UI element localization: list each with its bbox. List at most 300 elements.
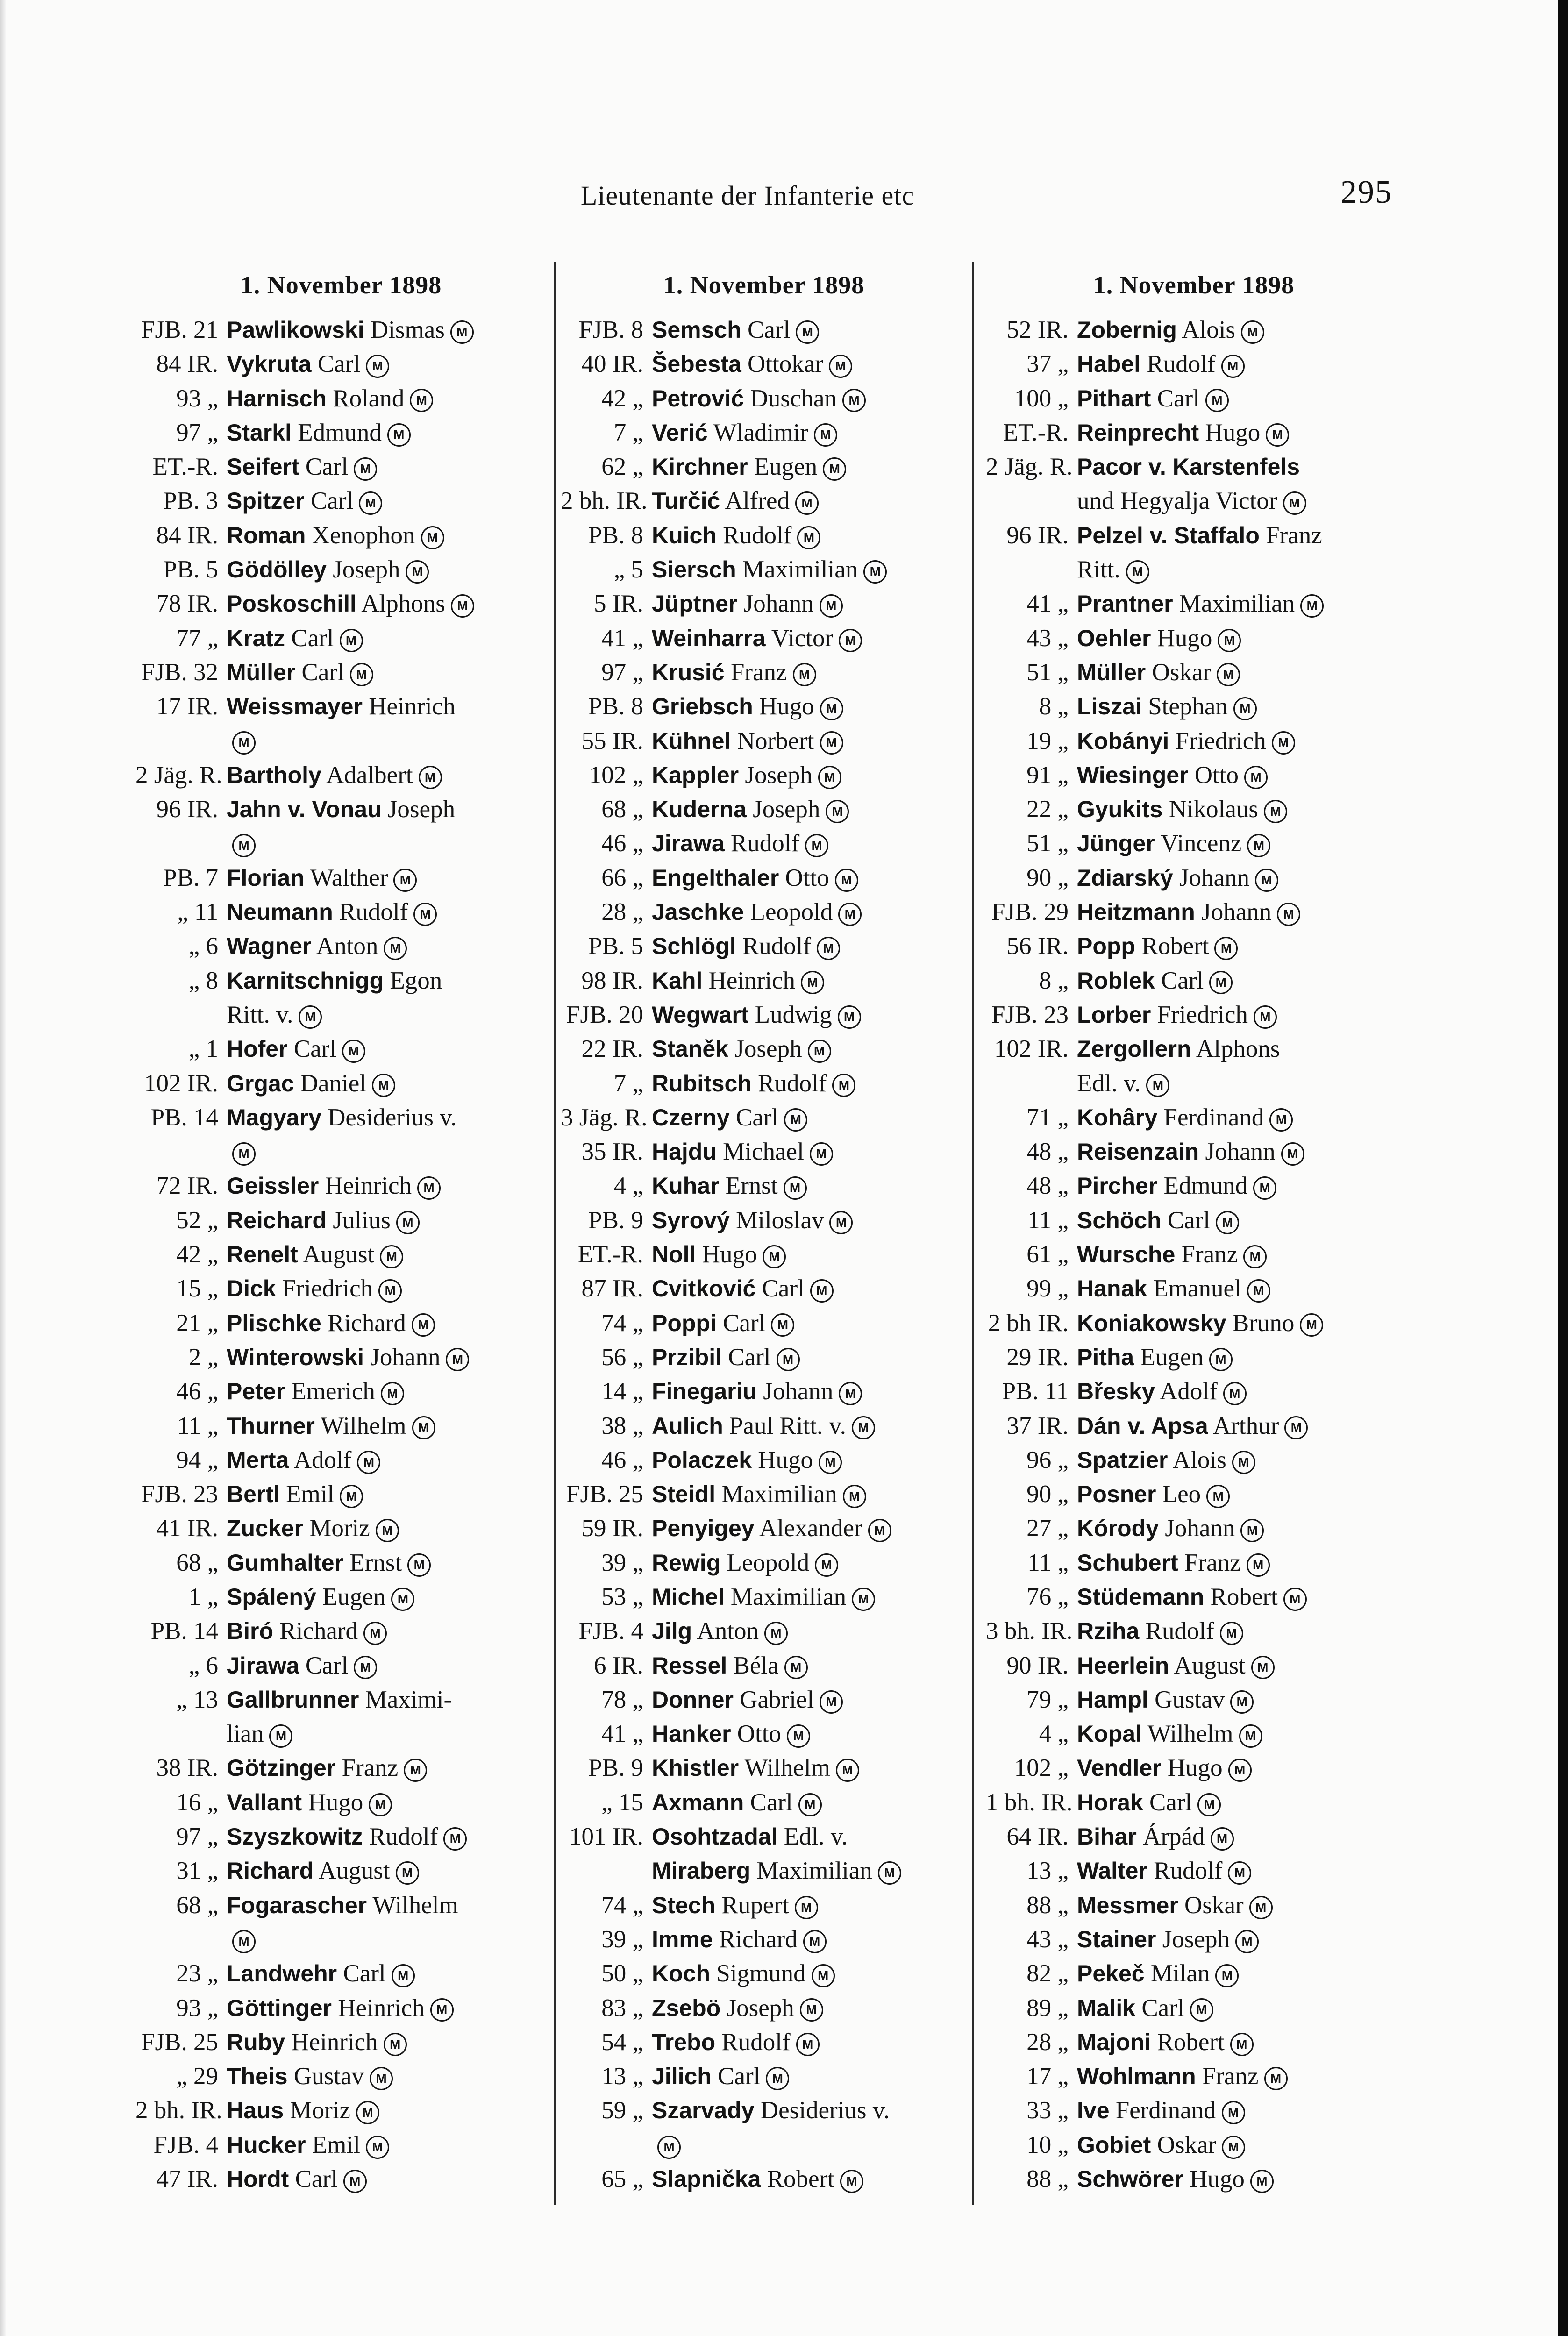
unit-designation: ET.-R. [1003,419,1069,446]
circled-m-icon: M [412,1416,435,1439]
surname: Wegwart [652,1001,749,1028]
list-item [561,724,967,758]
given-name: Carl [1161,967,1204,994]
given-name: Richard [279,1617,358,1645]
circled-m-icon: M [410,389,433,412]
surname: Jahn v. Vonau [227,796,382,823]
circled-m-icon: M [863,560,887,584]
surname: Aulich [652,1412,723,1439]
given-name: Adolf [293,1446,352,1474]
list-item [986,1204,1402,1238]
circled-m-icon: M [396,1861,419,1885]
circled-m-icon: M [1272,731,1295,755]
surname: Richard [227,1858,314,1884]
given-name: Rudolf [339,898,408,926]
circled-m-icon: M [1209,971,1233,994]
circled-m-icon: M [839,629,862,652]
list-item [135,484,547,518]
surname: Peter [227,1378,285,1405]
list-item [986,1614,1402,1648]
list-item [135,519,547,553]
officer-entry [1077,1923,1402,1957]
circled-m-icon: M [1218,629,1241,652]
surname: Pawlikowski [227,317,364,343]
given-name: Richard [719,1925,798,1953]
officer-entry [652,655,967,690]
officer-entry [227,655,547,690]
list-item [986,826,1402,861]
circled-m-icon: M [354,1656,377,1679]
given-name: Hugo [1190,2165,1245,2193]
list-item [135,964,547,998]
circled-m-icon: M [795,1896,818,1919]
given-name: Emerich [291,1378,375,1405]
given-name: Carl [728,1343,771,1371]
officer-entry [1077,1614,1402,1648]
officer-entry [227,758,547,792]
given-name: Carl [301,658,344,686]
list-item [561,1409,967,1443]
list-item [135,929,547,963]
list-item [561,861,967,895]
unit-designation: PB. 5 [588,933,643,960]
circled-m-icon: M [1206,1485,1230,1508]
circled-m-icon: M [784,1176,807,1200]
surname: Osohtzadal [652,1823,778,1850]
surname: Przibil [652,1344,722,1370]
officer-entry [652,2094,967,2128]
unit-designation: FJB. 29 [991,898,1069,926]
officer-entry [1077,1409,1402,1443]
list-item [135,655,547,690]
given-name: Miloslav [736,1206,824,1234]
circled-m-icon: M [836,1759,859,1782]
unit-designation: 74 „ [601,1891,643,1919]
circled-m-icon: M [356,2101,379,2124]
circled-m-icon: M [419,766,442,789]
unit-designation: 78 „ [601,1686,643,1713]
circled-m-icon: M [842,389,866,412]
unit-designation: 68 „ [176,1891,218,1919]
circled-m-icon: M [814,423,837,447]
unit-designation: 43 „ [1026,1925,1069,1953]
circled-m-icon: M [384,2033,407,2056]
officer-entry [227,964,547,998]
officer-entry [227,621,547,655]
list-item [561,450,967,484]
unit-designation: 61 „ [1026,1241,1069,1268]
list-item [135,1067,547,1101]
column-3 [986,266,1402,2229]
list-item [986,1683,1402,1717]
list-item [135,1169,547,1203]
officer-entry [227,587,547,621]
given-name: Maximilian [756,1857,872,1885]
officer-list [135,313,547,2196]
surname: Slapnička [652,2166,761,2193]
officer-entry [1077,1101,1402,1135]
circled-m-icon: M [378,1279,402,1303]
unit-designation: 8 „ [1039,693,1069,720]
given-name: Carl [295,2165,338,2193]
unit-designation: 14 „ [601,1378,643,1405]
officer-entry [1077,1204,1402,1238]
circled-m-icon: M [369,1793,392,1816]
surname: Siersch [652,556,736,583]
surname: Trebo [652,2029,716,2055]
list-item [561,2025,967,2059]
unit-designation: 48 „ [1026,1138,1069,1166]
circled-m-icon: M [852,1416,875,1439]
unit-designation: FJB. 25 [141,2028,218,2056]
list-item [135,1477,547,1511]
officer-entry [1077,1169,1402,1203]
list-item [561,998,967,1032]
officer-entry [227,1580,547,1614]
officer-entry [1077,1511,1402,1545]
surname: Gallbrunner [227,1686,359,1713]
surname: Poskoschill [227,591,356,617]
officer-entry [227,2128,547,2162]
surname: Heerlein [1077,1652,1169,1679]
list-item [986,2128,1402,2162]
given-name: August [303,1241,375,1268]
circled-m-icon: M [417,1176,441,1200]
list-item [135,587,547,621]
list-item [561,1991,967,2025]
circled-m-icon: M [299,1005,322,1029]
given-name: Duschan [750,385,837,412]
unit-designation: PB. 8 [588,521,643,549]
list-item [135,895,547,929]
given-name: Carl [735,1104,779,1131]
unit-designation: PB. 9 [588,1754,643,1782]
officer-entry [227,2162,547,2196]
given-name: Ferdinand [1115,2097,1216,2124]
unit-designation: 2 Jäg. R. [135,761,222,789]
unit-designation: 27 „ [1026,1515,1069,1542]
circled-m-icon: M [406,560,429,584]
unit-designation: 8 „ [1039,967,1069,994]
unit-designation: 41 IR. [156,1515,218,1542]
list-item [135,1032,547,1066]
given-name: Emil [312,2131,360,2158]
unit-designation: „ 11 [177,898,218,926]
unit-designation: „ 15 [601,1788,643,1816]
list-item [561,1238,967,1272]
officer-entry [652,1923,967,1957]
officer-entry [227,1957,547,1991]
list-item [561,313,967,347]
unit-designation: 96 „ [1026,1446,1069,1474]
list-item [135,1923,547,1957]
surname: Dán v. Apsa [1077,1412,1208,1439]
officer-list [986,313,1402,2196]
officer-entry [652,1511,967,1545]
circled-m-icon: M [810,1279,834,1303]
officer-entry [1077,998,1402,1032]
given-name: Leopold [750,898,833,926]
unit-designation: 96 IR. [156,796,218,823]
surname: Axmann [652,1789,744,1816]
list-item [561,484,967,518]
surname: Donner [652,1686,734,1713]
given-name: Moriz [309,1515,370,1542]
officer-entry [652,895,967,929]
circled-m-icon: M [818,766,841,789]
unit-designation: 6 IR. [594,1652,643,1679]
surname: Kuich [652,522,717,548]
unit-designation: PB. 8 [588,693,643,720]
circled-m-icon: M [392,1964,415,1987]
officer-entry [1077,1957,1402,1991]
given-name: Carl [310,487,354,515]
circled-m-icon: M [784,1656,808,1679]
circled-m-icon: M [232,1930,256,1953]
list-item [561,792,967,826]
list-item [135,2094,547,2128]
circled-m-icon: M [1232,1451,1255,1474]
surname: Griebsch [652,693,753,720]
unit-designation: 11 „ [1027,1549,1069,1576]
list-item [986,964,1402,998]
list-item [561,1204,967,1238]
officer-entry [1077,1820,1402,1854]
list-item [135,1511,547,1545]
officer-entry [652,450,967,484]
officer-entry [652,1546,967,1580]
surname: Szyszkowitz [227,1823,363,1850]
unit-designation: FJB. 23 [141,1481,218,1508]
surname: Finegariu [652,1378,757,1405]
surname: Pacor v. Karstenfels [1077,454,1300,480]
circled-m-icon: M [800,1998,823,2022]
given-name: Johann [743,590,814,618]
unit-designation: 96 IR. [1006,521,1069,549]
surname: Gödölley [227,556,327,583]
list-item [135,2025,547,2059]
unit-designation: FJB. 4 [153,2131,218,2158]
unit-designation: 46 „ [601,1446,643,1474]
given-name: Joseph [727,1994,794,2022]
surname: Syrový [652,1207,730,1233]
unit-designation: 93 „ [176,385,218,412]
officer-entry [227,1751,547,1785]
given-name: Edl. v. [784,1823,848,1851]
officer-entry [227,1340,547,1375]
given-name: Edmund [1163,1172,1248,1200]
given-name: Friedrich [1157,1001,1248,1028]
unit-designation: 50 „ [601,1960,643,1987]
list-item [986,1786,1402,1820]
officer-entry [1077,724,1402,758]
surname: Geissler [227,1173,319,1199]
officer-entry [652,1375,967,1409]
given-name: Maximilian [730,1583,847,1610]
list-item [561,1169,967,1203]
list-item [986,2059,1402,2094]
unit-designation: 37 IR. [1006,1412,1069,1439]
list-item [986,1649,1402,1683]
unit-designation: 22 „ [1026,796,1069,823]
officer-entry [652,2162,967,2196]
circled-m-icon: M [393,869,417,892]
list-item [561,895,967,929]
unit-designation: FJB. 23 [991,1001,1069,1028]
officer-entry [227,1477,547,1511]
unit-designation: 13 „ [601,2063,643,2090]
unit-designation: 82 „ [1026,1960,1069,1987]
circled-m-icon: M [1269,1108,1293,1132]
given-name: Heinrich [708,967,796,994]
unit-designation: 97 „ [601,658,643,686]
unit-designation: 94 „ [176,1446,218,1474]
circled-m-icon: M [832,1074,855,1097]
surname: Florian [227,864,305,891]
officer-entry [1077,758,1402,792]
surname: Dick [227,1275,276,1302]
surname: Renelt [227,1241,298,1268]
list-item [135,1820,547,1854]
circled-m-icon: M [340,629,363,652]
officer-entry [227,1923,547,1957]
given-name: Moriz [290,2097,351,2124]
given-name: Carl [750,1788,793,1816]
surname: Popp [1077,933,1135,960]
given-name: Emanuel [1153,1275,1241,1303]
unit-designation: 97 „ [176,1823,218,1851]
list-item [986,450,1402,484]
given-name: Carl [762,1275,805,1303]
given-name: Ritt. v. [227,1001,293,1028]
surname: Bertl [227,1481,280,1508]
surname: Starkl [227,419,292,446]
list-item [561,1923,967,1957]
circled-m-icon: M [766,2067,789,2090]
circled-m-icon: M [1253,1176,1276,1200]
officer-entry [227,1032,547,1066]
given-name: Rudolf [1145,1617,1214,1645]
given-name: Rudolf [1147,350,1216,378]
circled-m-icon: M [1264,2067,1288,2090]
unit-designation: PB. 11 [1002,1378,1069,1405]
officer-entry [1077,1032,1402,1066]
given-name: Franz [1266,521,1322,549]
given-name: Ernst [349,1549,402,1576]
given-name: Rudolf [721,2028,791,2056]
officer-entry [652,964,967,998]
officer-entry [1077,553,1402,587]
list-item [986,1238,1402,1272]
list-item [135,416,547,450]
officer-entry [227,792,547,826]
unit-designation: ET.-R. [152,453,218,481]
list-item [135,1786,547,1820]
circled-m-icon: M [1217,663,1240,686]
given-name: Richard [328,1309,406,1337]
circled-m-icon: M [796,2033,820,2056]
officer-entry [1077,1477,1402,1511]
unit-designation: 42 „ [601,385,643,412]
list-item [561,929,967,963]
officer-entry [652,519,967,553]
list-item [135,1854,547,1888]
circled-m-icon: M [1209,1348,1233,1371]
surname: Kirchner [652,454,748,480]
list-item [135,450,547,484]
unit-designation: „ 6 [188,933,218,960]
list-item [986,1580,1402,1614]
unit-designation: 2 Jäg. R. [986,453,1073,481]
surname: Horak [1077,1789,1143,1816]
given-name: Joseph [1162,1925,1230,1953]
surname: Rziha [1077,1618,1140,1645]
unit-designation: 33 „ [1026,2097,1069,2124]
surname: Müller [1077,659,1146,685]
surname: Hucker [227,2131,306,2158]
given-name: Wilhelm [1147,1720,1233,1748]
surname: Kuhar [652,1173,720,1199]
column-divider [972,262,974,2205]
unit-designation: 1 bh. IR. [986,1788,1073,1816]
circled-m-icon: M [1249,1896,1273,1919]
list-item [986,1957,1402,1991]
officer-entry [227,1649,547,1683]
given-name: Maximi- [365,1686,452,1713]
given-name: Oskar [1152,658,1212,686]
list-item [986,519,1402,553]
officer-entry [1077,861,1402,895]
list-item [986,2025,1402,2059]
circled-m-icon: M [1230,2033,1254,2056]
given-name: Friedrich [282,1275,373,1303]
circled-m-icon: M [269,1724,292,1748]
list-item [986,313,1402,347]
circled-m-icon: M [380,1245,403,1268]
unit-designation: 78 IR. [156,590,218,618]
list-item [135,724,547,758]
given-name: Anton [316,933,378,960]
surname: Roman [227,522,306,548]
officer-entry [652,2059,967,2094]
surname: Wursche [1077,1241,1176,1268]
circled-m-icon: M [372,1074,395,1097]
list-item [561,1443,967,1477]
circled-m-icon: M [1233,697,1257,720]
officer-entry [227,1991,547,2025]
list-item [986,1751,1402,1785]
circled-m-icon: M [340,1485,363,1508]
unit-designation: 15 „ [176,1275,218,1303]
circled-m-icon: M [357,1451,380,1474]
officer-entry [652,587,967,621]
given-name: Joseph [333,556,400,584]
unit-designation: 90 „ [1026,1481,1069,1508]
circled-m-icon: M [451,594,474,618]
circled-m-icon: M [868,1519,891,1542]
surname: Ruby [227,2029,285,2055]
circled-m-icon: M [412,1313,435,1337]
officer-entry [1077,826,1402,861]
unit-designation: 99 „ [1026,1275,1069,1303]
unit-designation: 38 IR. [156,1754,218,1782]
officer-entry [1077,382,1402,416]
circled-m-icon: M [1222,2136,1245,2159]
given-name: Hugo [758,1446,813,1474]
given-name: Johann [1165,1515,1235,1542]
unit-designation: 46 „ [601,830,643,857]
surname: Malik [1077,1994,1136,2021]
